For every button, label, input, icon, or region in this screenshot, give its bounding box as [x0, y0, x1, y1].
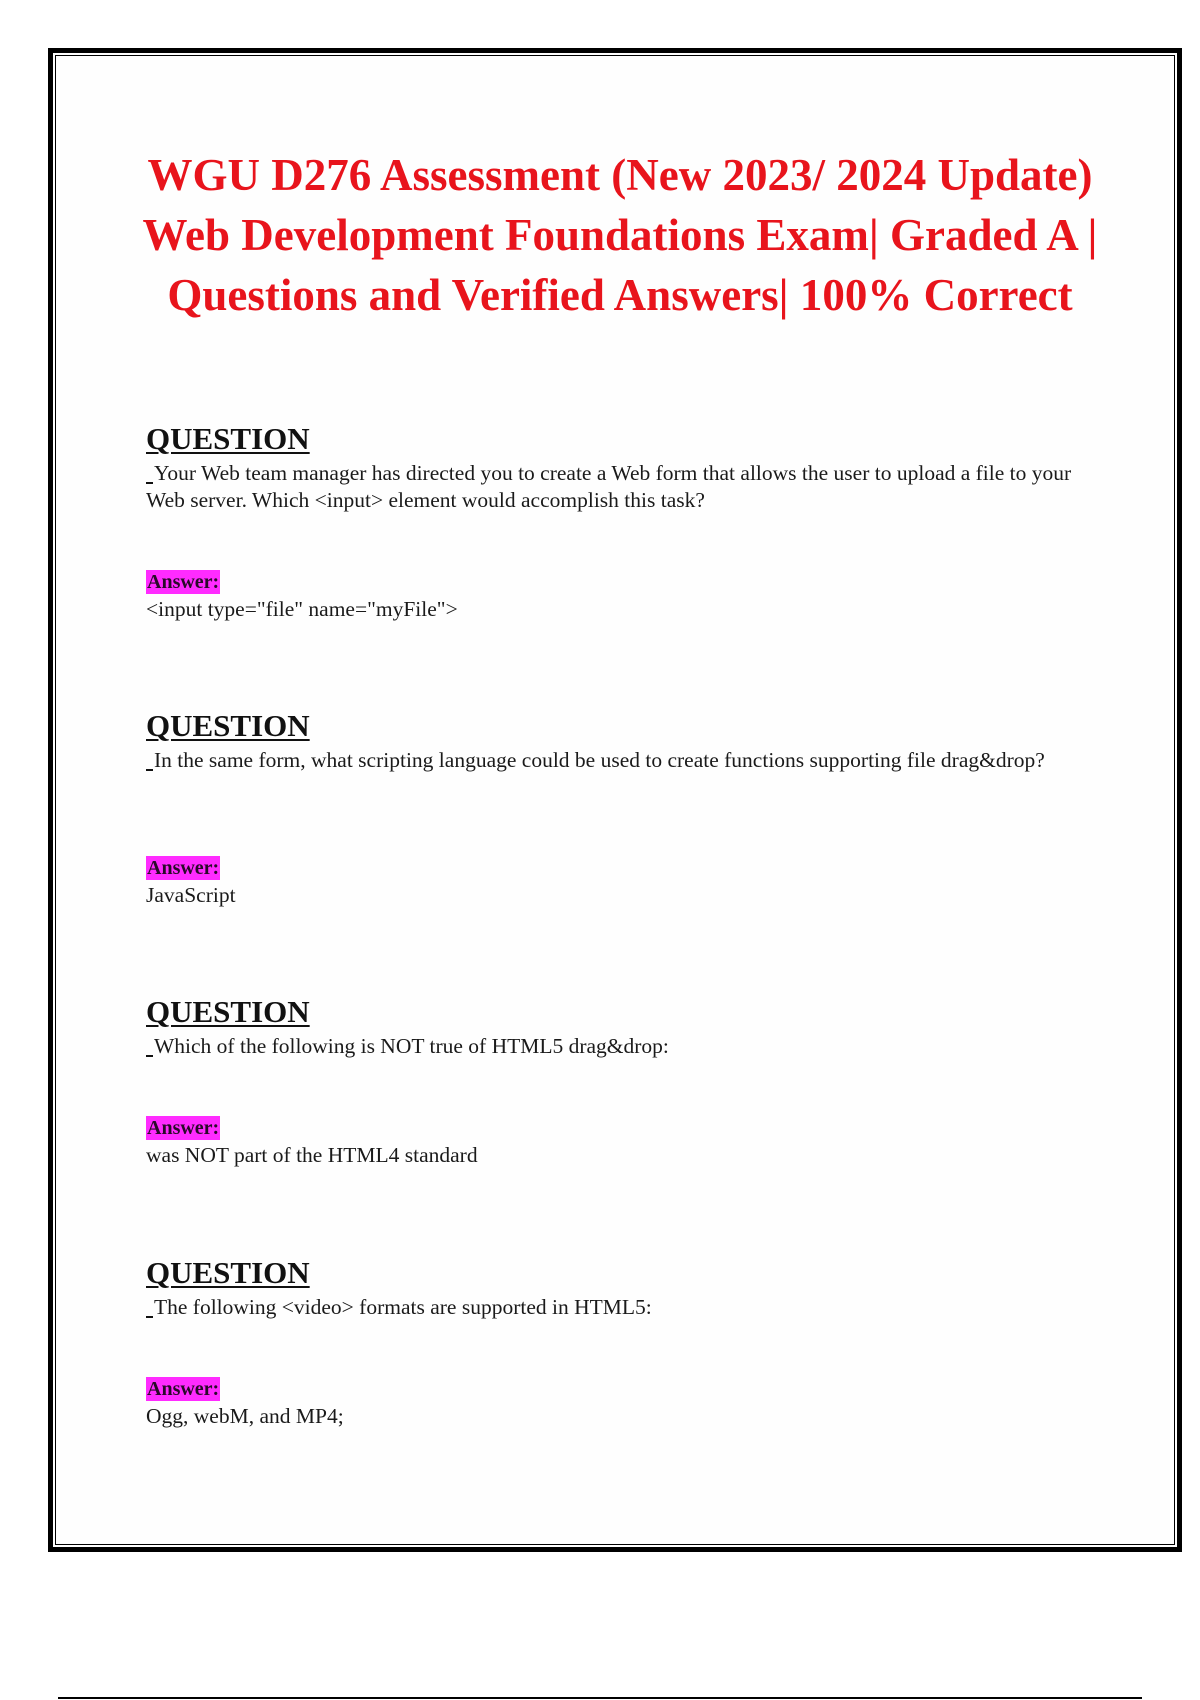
answer-text: Ogg, webM, and MP4; — [146, 1404, 344, 1428]
footer-rule — [58, 1697, 1142, 1699]
answer-block — [146, 1377, 1086, 1430]
answer-label: Answer: — [147, 1378, 220, 1400]
answer-block — [146, 1116, 1086, 1169]
answer-text: JavaScript — [146, 883, 236, 907]
question-text-wrap — [146, 460, 1086, 514]
question-text-wrap — [146, 1294, 1086, 1321]
question-text: Your Web team manager has directed you to create a Web form that allows the user to upload a file to your Web server. Which <input> element would accomplish this task? — [146, 461, 1072, 512]
question-text: In the same form, what scripting language could be used to create functions supporting file drag&drop? — [154, 748, 1045, 772]
answer-text: was NOT part of the HTML4 standard — [146, 1143, 478, 1167]
question-text: Which of the following is NOT true of HTML5 drag&drop: — [154, 1034, 669, 1058]
question-block — [146, 995, 1086, 1060]
answer-label: Answer: — [147, 571, 220, 593]
question-heading: QUESTION — [146, 1255, 310, 1290]
document-title: WGU D276 Assessment (New 2023/ 2024 Update) Web Development Foundations Exam| Graded A | Questions and Verified Answers| 100% Correct — [142, 150, 1098, 320]
answer-label: Answer: — [147, 1117, 220, 1139]
question-text: The following <video> formats are supported in HTML5: — [154, 1295, 652, 1319]
question-block — [146, 1256, 1086, 1321]
answer-text: <input type="file" name="myFile"> — [146, 597, 458, 621]
question-block — [146, 709, 1086, 774]
question-heading: QUESTION — [146, 708, 310, 743]
answer-block — [146, 570, 1086, 623]
dash-marker — [146, 1316, 153, 1318]
answer-block — [146, 856, 1086, 909]
dash-marker — [146, 769, 153, 771]
question-text-wrap — [146, 1033, 1086, 1060]
dash-marker — [146, 1055, 153, 1057]
question-heading: QUESTION — [146, 994, 310, 1029]
dash-marker — [146, 482, 153, 484]
question-heading: QUESTION — [146, 421, 310, 456]
question-block — [146, 422, 1086, 514]
question-text-wrap — [146, 747, 1086, 774]
answer-label: Answer: — [147, 857, 220, 879]
